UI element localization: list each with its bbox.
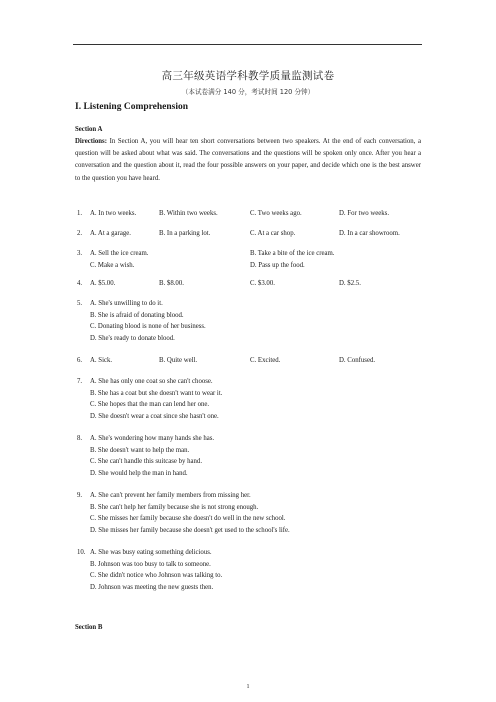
answer-option: B. She is afraid of donating blood. bbox=[90, 311, 184, 319]
answer-option: D. In a car showroom. bbox=[339, 230, 400, 237]
answer-option: A. She's unwilling to do it. bbox=[90, 300, 163, 307]
answer-option: C. She didn't notice who Johnson was talking to. bbox=[90, 572, 223, 579]
answer-option: C. Two weeks ago. bbox=[250, 210, 302, 217]
answer-option: B. $8.00. bbox=[159, 280, 184, 287]
answer-option: D. She doesn't wear a coat since she hasn't one. bbox=[90, 412, 219, 420]
question-number: 7. bbox=[77, 378, 83, 385]
answer-option: D. Confused. bbox=[339, 357, 376, 364]
answer-option: D. She misses her family because she doesn't get used to the school's life. bbox=[90, 526, 290, 534]
answer-option: C. $3.00. bbox=[250, 280, 275, 287]
question-number: 5. bbox=[77, 300, 83, 307]
section-a-directions bbox=[75, 136, 421, 185]
answer-option: A. Sell the ice cream. bbox=[90, 250, 149, 257]
exam-subtitle: （本试卷满分 140 分，考试时间 120 分钟） bbox=[181, 88, 315, 96]
answer-option: A. She has only one coat so she can't choose. bbox=[90, 378, 213, 385]
question-number: 4. bbox=[77, 280, 83, 287]
answer-option: A. In two weeks. bbox=[90, 210, 137, 217]
question-number: 8. bbox=[77, 435, 83, 442]
header-rule bbox=[73, 44, 422, 45]
question-number: 3. bbox=[77, 250, 83, 257]
answer-option: A. She can't prevent her family members from missing her. bbox=[90, 492, 251, 499]
page-number: 1 bbox=[246, 684, 250, 690]
answer-option: B. She can't help her family because she is not strong enough. bbox=[90, 503, 259, 511]
answer-option: B. Within two weeks. bbox=[159, 210, 218, 217]
answer-option: B. She has a coat but she doesn't want to wear it. bbox=[90, 389, 223, 397]
directions-label: Directions: bbox=[75, 138, 107, 145]
question-number: 1. bbox=[77, 210, 83, 217]
question-number: 6. bbox=[77, 357, 83, 364]
answer-option: B. Johnson was too busy to talk to someone. bbox=[90, 560, 211, 568]
answer-option: C. She misses her family because she doesn't do well in the new school. bbox=[90, 515, 286, 522]
answer-option: A. At a garage. bbox=[90, 230, 131, 237]
answer-option: D. For two weeks. bbox=[339, 210, 390, 217]
question-number: 2. bbox=[77, 230, 83, 237]
answer-option: A. $5.00. bbox=[90, 280, 116, 287]
answer-option: D. She would help the man in hand. bbox=[90, 469, 188, 477]
answer-option: C. Make a wish. bbox=[90, 261, 135, 269]
answer-option: B. Quite well. bbox=[159, 357, 198, 364]
answer-option: B. Take a bite of the ice cream. bbox=[250, 250, 335, 257]
answer-option: B. In a parking lot. bbox=[159, 230, 211, 237]
answer-option: C. Donating blood is none of her business. bbox=[90, 323, 206, 330]
answer-option: A. Sick. bbox=[90, 357, 113, 364]
question-number: 10. bbox=[77, 549, 86, 556]
answer-option: D. She's ready to donate blood. bbox=[90, 334, 175, 342]
section-b-heading: Section B bbox=[75, 624, 103, 631]
answer-option: D. Pass up the food. bbox=[250, 261, 305, 269]
answer-option: C. At a car shop. bbox=[250, 230, 296, 237]
answer-option: D. Johnson was meeting the new guests then. bbox=[90, 583, 214, 591]
exam-title: 高三年级英语学科教学质量监测试卷 bbox=[161, 70, 335, 82]
section-a-heading: Section A bbox=[75, 126, 103, 133]
answer-option: A. She was busy eating something delicious. bbox=[90, 549, 212, 556]
answer-option: D. $2.5. bbox=[339, 280, 361, 287]
answer-option: A. She's wondering how many hands she has. bbox=[90, 435, 215, 442]
part-title: I. Listening Comprehension bbox=[75, 102, 189, 112]
answer-option: C. She can't handle this suitcase by hand. bbox=[90, 458, 203, 465]
answer-option: C. Excited. bbox=[250, 357, 281, 364]
answer-option: B. She doesn't want to help the man. bbox=[90, 446, 190, 454]
directions-text: In Section A, you will hear ten short conversations between two speakers. At the end of each conversation, a question will be asked about what was said. The conversations and the questions will be spoken only once. After you hear a conversation and the question about it, read the four possible answers on your paper, and decide which one is the best answer to the question you have heard. bbox=[75, 138, 421, 182]
answer-option: C. She hopes that the man can lend her one. bbox=[90, 401, 210, 408]
question-number: 9. bbox=[77, 492, 83, 499]
